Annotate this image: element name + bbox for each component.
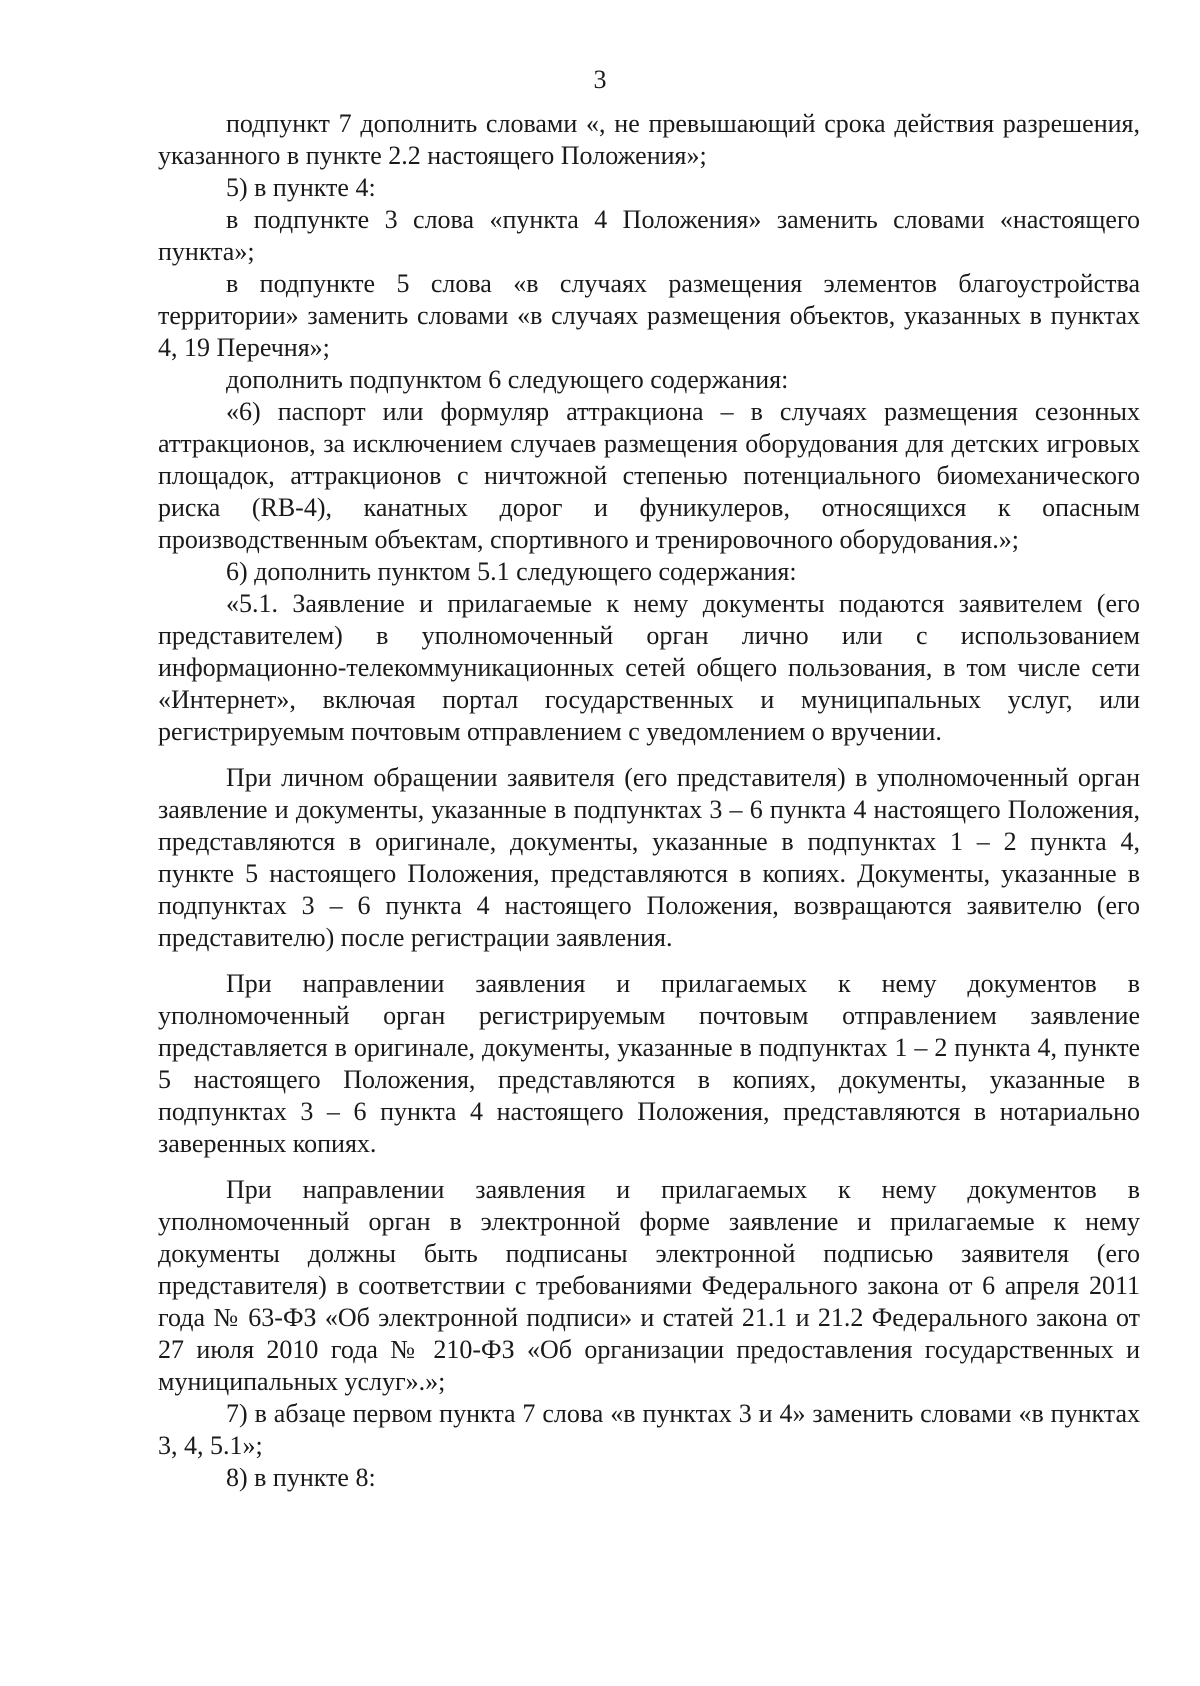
- paragraph-add-subitem-6: дополнить подпунктом 6 следующего содержания:: [226, 365, 789, 394]
- paragraph-point-5-1-text: «5.1. Заявление и прилагаемые к нему документы подаются заявителем (его представителем) в уполномоченный орган лично или с использованием информационно-телекоммуникационных сетей общего пользования, в том числе сети «Интернет», включая портал государственных и муниципальных услуг, или регистрируемым почтовым отправлением с уведомлением о вручении.: [158, 589, 1140, 746]
- paragraph-postal-submission: При направлении заявления и прилагаемых к нему документов в уполномоченный орган регистрируемым почтовым отправлением заявление представляется в оригинале, документы, указанные в подпунктах 1 – 2 пункта 4, пункте 5 настоящего Положения, представляются в копиях, документы, указанные в подпунктах 3 – 6 пункта 4 настоящего Положения, представляются в нотариально заверенных копиях.: [158, 969, 1140, 1158]
- paragraph-item-5-heading: 5) в пункте 4:: [226, 173, 376, 202]
- paragraph-subitem-6-text: «6) паспорт или формуляр аттракциона – в случаях размещения сезонных аттракционов, за исключением случаев размещения оборудования для детских игровых площадок, аттракционов с ничтожной степенью потенциального биомеханического риска (RB-4), канатных дорог и фуникулеров, относящихся к опасным производственным объектам, спортивного и тренировочного оборудования.»;: [158, 397, 1140, 554]
- page-number: 3: [593, 65, 607, 94]
- document-body: [158, 108, 1140, 1494]
- paragraph-electronic-submission: При направлении заявления и прилагаемых к нему документов в уполномоченный орган в электронной форме заявление и прилагаемые к нему документы должны быть подписаны электронной подписью заявителя (его представителя) в соответствии с требованиями Федерального закона от 6 апреля 2011 года № 63-ФЗ «Об электронной подписи» и статей 21.1 и 21.2 Федерального закона от 27 июля 2010 года № 210-ФЗ «Об организации предоставления государственных и муниципальных услуг».»;: [158, 1175, 1140, 1396]
- paragraph-subitem-3-replacement: в подпункте 3 слова «пункта 4 Положения» заменить словами «настоящего пункта»;: [158, 205, 1140, 266]
- paragraph-subitem-5-replacement: в подпункте 5 слова «в случаях размещения элементов благоустройства территории» заменить словами «в случаях размещения объектов, указанных в пунктах 4, 19 Перечня»;: [158, 269, 1140, 362]
- paragraph-subitem-7-addition: подпункт 7 дополнить словами «, не превышающий срока действия разрешения, указанного в пункте 2.2 настоящего Положения»;: [158, 109, 1140, 170]
- paragraph-personal-submission: При личном обращении заявителя (его представителя) в уполномоченный орган заявление и документы, указанные в подпунктах 3 – 6 пункта 4 настоящего Положения, представляются в оригинале, документы, указанные в подпунктах 1 – 2 пункта 4, пункте 5 настоящего Положения, представляются в копиях. Документы, указанные в подпунктах 3 – 6 пункта 4 настоящего Положения, возвращаются заявителю (его представителю) после регистрации заявления.: [158, 763, 1140, 952]
- paragraph-item-6-heading: 6) дополнить пунктом 5.1 следующего содержания:: [226, 557, 797, 586]
- paragraph-item-7-replacement: 7) в абзаце первом пункта 7 слова «в пунктах 3 и 4» заменить словами «в пунктах 3, 4, 5.1»;: [158, 1399, 1140, 1460]
- paragraph-item-8-heading: 8) в пункте 8:: [226, 1463, 376, 1492]
